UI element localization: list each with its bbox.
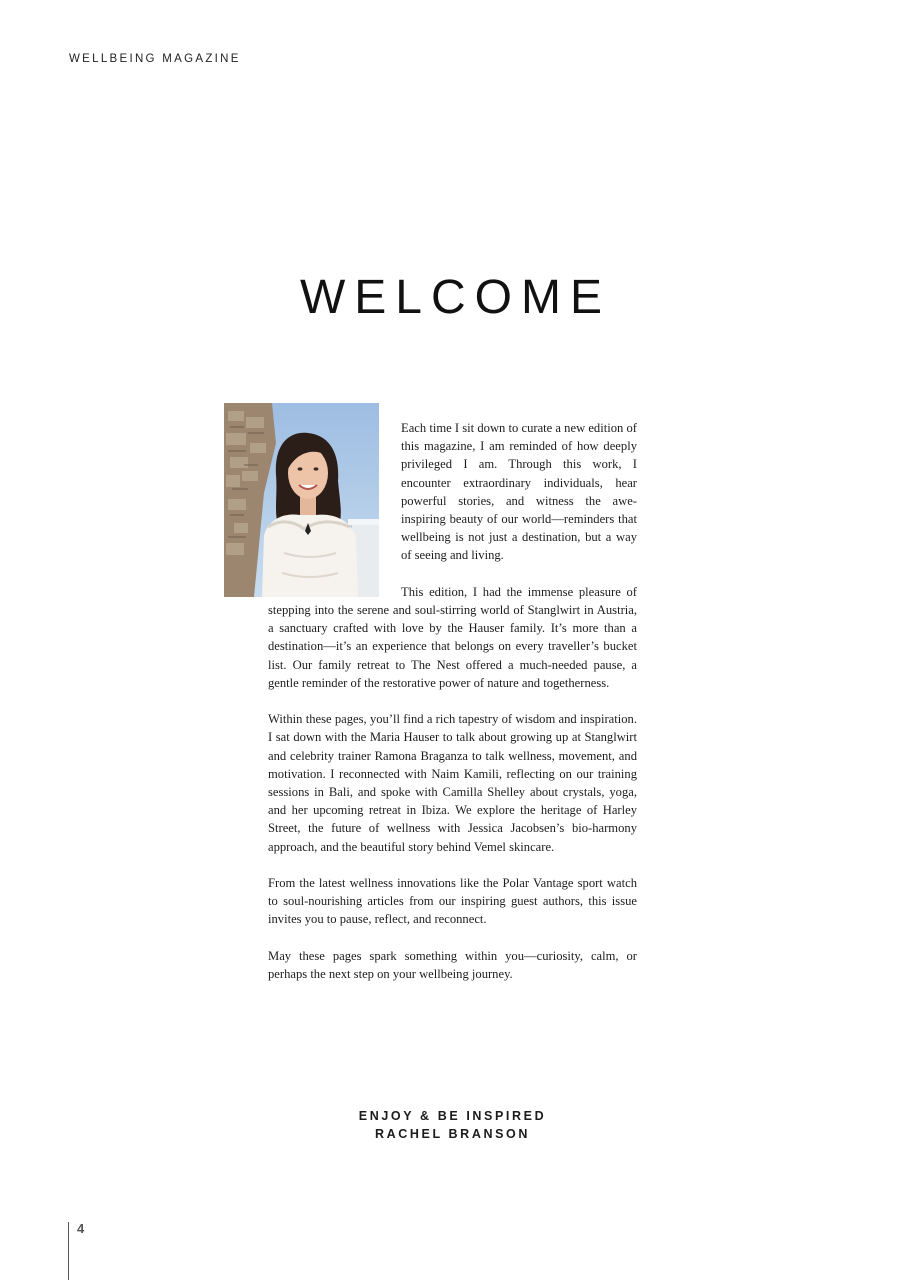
signoff	[0, 1107, 905, 1143]
page-number: 4	[77, 1221, 85, 1236]
letter-paragraph: Each time I sit down to curate a new edition of this magazine, I am reminded of how deeply privileged I am. Through this work, I encounter extraordinary individuals, hear powerful stories, and witness the awe-inspiring beauty of our world—reminders that wellbeing is not just a destination, but a way of seeing and living.	[401, 421, 637, 563]
signoff-tagline: ENJOY & BE INSPIRED	[358, 1109, 547, 1123]
folio-rule	[68, 1222, 69, 1280]
masthead: WELLBEING MAGAZINE	[69, 53, 241, 65]
letter-paragraph: From the latest wellness innovations like the Polar Vantage sport watch to soul-nourishing articles from our inspiring guest authors, this issue invites you to pause, reflect, and reconnect.	[268, 876, 637, 927]
letter-paragraph: This edition, I had the immense pleasure of stepping into the serene and soul-stirring world of Stanglwirt in Austria, a sanctuary crafted with love by the Hauser family. It’s more than a destination—it’s an experience that belongs on every traveller’s bucket list. Our family retreat to The Nest offered a much-needed pause, a gentle reminder of the restorative power of nature and togetherness.	[268, 584, 637, 690]
signoff-author: RACHEL BRANSON	[375, 1127, 530, 1141]
page-title: WELCOME	[299, 271, 611, 324]
letter-paragraph: Within these pages, you’ll find a rich tapestry of wisdom and inspiration. I sat down with the Maria Hauser to talk about growing up at Stanglwirt and celebrity trainer Ramona Braganza to talk wellness, movement, and motivation. I reconnected with Naim Kamili, reflecting on our training sessions in Bali, and spoke with Camilla Shelley about crystals, yoga, and her upcoming retreat in Ibiza. We explore the heritage of Harley Street, the future of wellness with Jessica Jacobsen’s bio-harmony approach, and the beautiful story behind Vemel skincare.	[268, 712, 637, 854]
letter-paragraph: May these pages spark something within you—curiosity, calm, or perhaps the next step on your wellbeing journey.	[268, 948, 637, 982]
editorial-letter	[268, 419, 637, 983]
